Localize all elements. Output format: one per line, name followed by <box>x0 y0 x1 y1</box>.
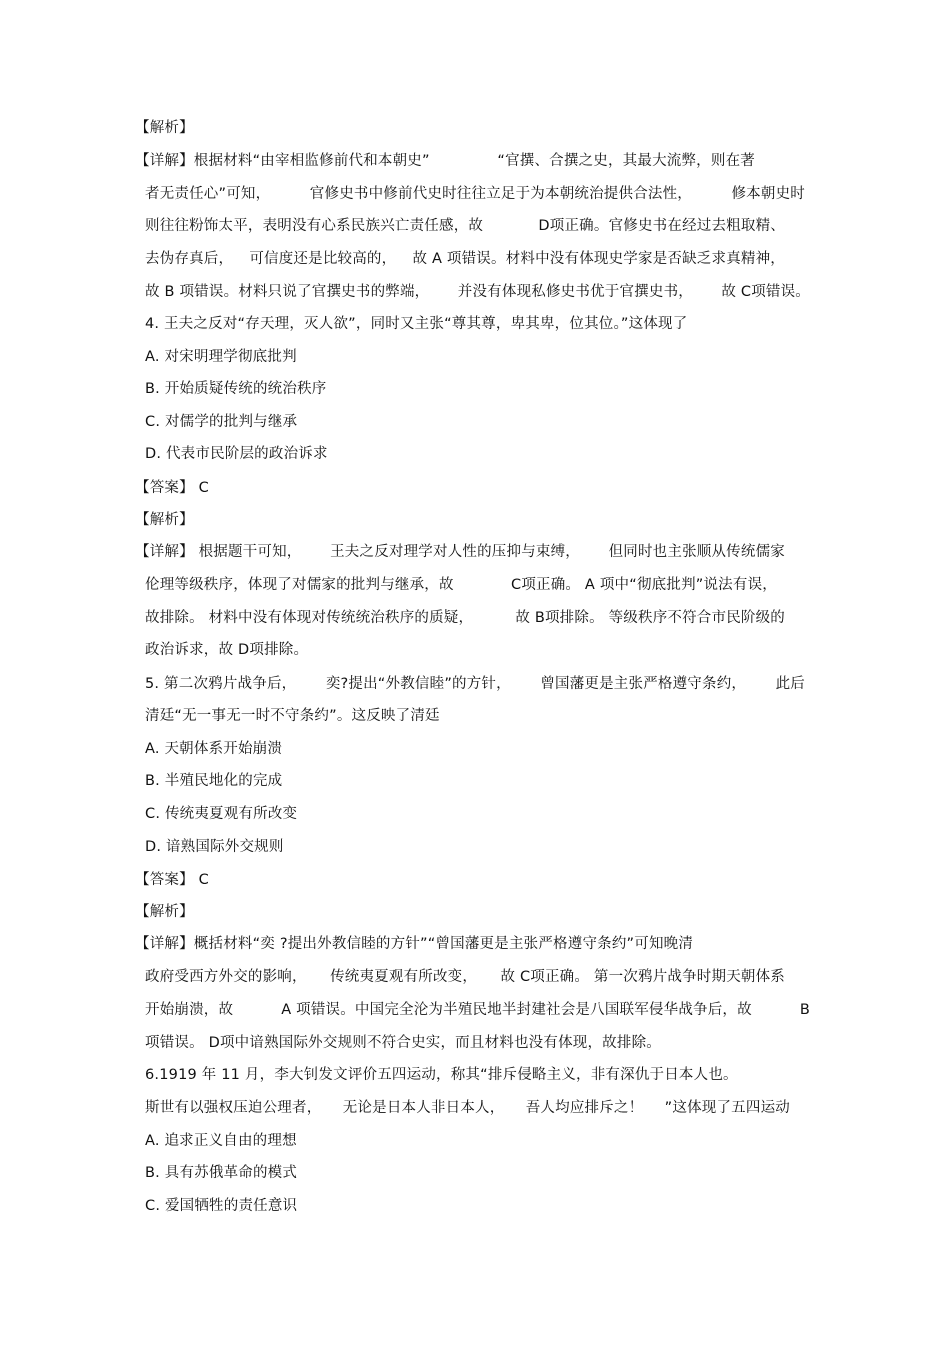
answer: 【答案】 C <box>135 480 209 496</box>
detail-line: 【详解】 根据题干可知， 王夫之反对理学对人性的压抑与束缚， 但同时也主张顺从传统儒家 <box>135 544 785 560</box>
analysis-label: 【解析】 <box>135 120 194 136</box>
detail-line: 者无责任心”可知， 官修史书中修前代史时往往立足于为本朝统治提供合法性， 修本朝史时 <box>145 186 805 202</box>
detail-line: 政治诉求，故 D项排除。 <box>145 642 309 658</box>
option-c: C. 爱国牺牲的责任意识 <box>145 1198 298 1214</box>
detail-line: 【详解】根据材料“由宰相监修前代和本朝史” “官撰、合撰之史，其最大流弊，则在著 <box>135 153 755 169</box>
detail-line: 则往往粉饰太平，表明没有心系民族兴亡责任感，故 D项正确。官修史书在经过去粗取精、 <box>145 218 785 234</box>
option-d: D. 代表市民阶层的政治诉求 <box>145 446 328 462</box>
option-b: B. 开始质疑传统的统治秩序 <box>145 381 327 397</box>
detail-line: 故排除。 材料中没有体现对传统统治秩序的质疑， 故 B项排除。 等级秩序不符合市民阶级的 <box>145 610 785 626</box>
question-stem: 6.1919 年 11 月，李大钊发文评价五四运动，称其“排斥侵略主义，非有深仇于日本人也。 <box>145 1067 738 1083</box>
detail-line: 【详解】概括材料“奕 ?提出外教信睦的方针”“曾国藩更是主张严格遵守条约”可知晚清 <box>135 936 694 952</box>
option-c: C. 对儒学的批判与继承 <box>145 414 298 430</box>
detail-line: 故 B 项错误。材料只说了官撰史书的弊端， 并没有体现私修史书优于官撰史书， 故 C项错误。 <box>145 284 810 300</box>
analysis-label: 【解析】 <box>135 512 194 528</box>
option-c: C. 传统夷夏观有所改变 <box>145 806 298 822</box>
option-b: B. 半殖民地化的完成 <box>145 773 283 789</box>
detail-line: 伦理等级秩序，体现了对儒家的批判与继承，故 C项正确。 A 项中“彻底批判”说法有误， <box>145 577 777 593</box>
option-b: B. 具有苏俄革命的模式 <box>145 1165 298 1181</box>
question-stem: 4. 王夫之反对“存天理，灭人欲”，同时又主张“尊其尊，卑其卑，位其位。”这体现了 <box>145 316 688 332</box>
detail-line: 去伪存真后， 可信度还是比较高的， 故 A 项错误。材料中没有体现史学家是否缺乏求真精神， <box>145 251 785 267</box>
detail-line: 开始崩溃，故 A 项错误。中国完全沦为半殖民地半封建社会是八国联军侵华战争后，故 B <box>145 1002 810 1018</box>
detail-line: 项错误。 D项中谙熟国际外交规则不符合史实，而且材料也没有体现，故排除。 <box>145 1035 661 1051</box>
option-a: A. 对宋明理学彻底批判 <box>145 349 297 365</box>
option-a: A. 追求正义自由的理想 <box>145 1133 297 1149</box>
answer: 【答案】 C <box>135 872 209 888</box>
option-a: A. 天朝体系开始崩溃 <box>145 741 283 757</box>
question-stem: 5. 第二次鸦片战争后， 奕?提出“外教信睦”的方针， 曾国藩更是主张严格遵守条约， 此后 <box>145 676 805 692</box>
analysis-label: 【解析】 <box>135 904 194 920</box>
question-stem: 清廷“无一事无一时不守条约”。这反映了清廷 <box>145 708 440 724</box>
option-d: D. 谙熟国际外交规则 <box>145 839 284 855</box>
question-stem: 斯世有以强权压迫公理者， 无论是日本人非日本人， 吾人均应排斥之！ ”这体现了五四运动 <box>145 1100 790 1116</box>
detail-line: 政府受西方外交的影响， 传统夷夏观有所改变， 故 C项正确。 第一次鸦片战争时期天朝体系 <box>145 969 785 985</box>
